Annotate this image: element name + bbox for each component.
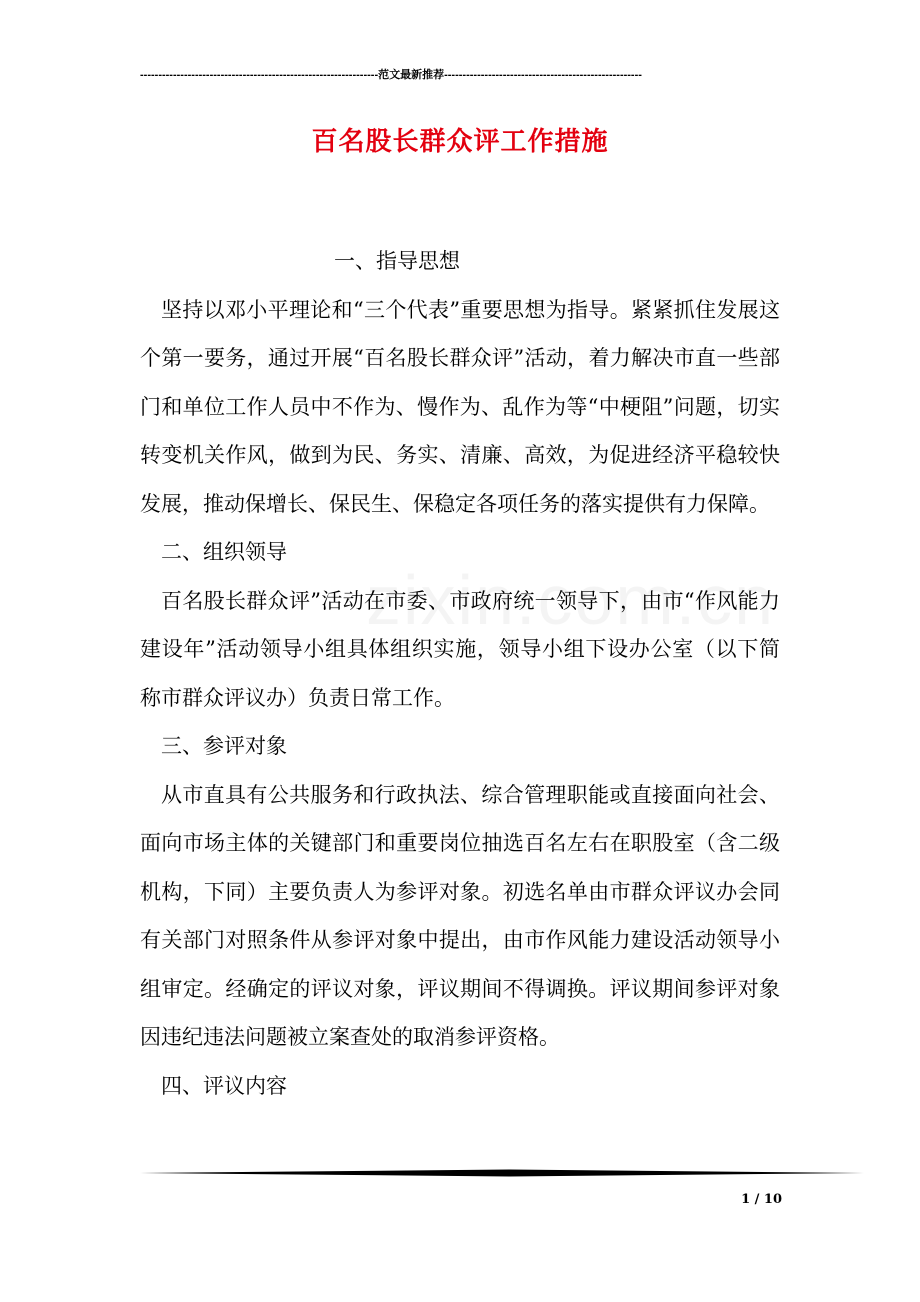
- header-dashes-left: -----------------------------------------------------------------: [140, 69, 379, 81]
- page-header: [140, 68, 772, 82]
- page-number: 1 / 10: [741, 1192, 782, 1207]
- document-title: 百名股长群众评工作措施: [311, 127, 609, 157]
- section-paragraph: 坚持以邓小平理论和“三个代表”重要思想为指导。紧紧抓住发展这个第一要务，通过开展“百名股长群众评”活动，着力解决市直一些部门和单位工作人员中不作为、慢作为、乱作为等“中梗阻”问题，切实转变机关作风，做到为民、务实、清廉、高效，为促进经济平稳较快发展，推动保增长、保民生、保稳定各项任务的落实提供有力保障。: [140, 297, 780, 516]
- section-heading: 二、组织领导: [161, 540, 287, 564]
- section-heading: 四、评议内容: [161, 1073, 287, 1098]
- header-dashes-right: ------------------------------------------------------: [444, 69, 642, 81]
- section-heading: 一、指导思想: [334, 249, 460, 273]
- document-body: [140, 237, 780, 1110]
- section-paragraph: 从市直具有公共服务和行政执法、综合管理职能或直接面向社会、面向市场主体的关键部门和重要岗位抽选百名左右在职股室（含二级机构，下同）主要负责人为参评对象。初选名单由市群众评议办会同有关部门对照条件从参评对象中提出，由市作风能力建设活动领导小组审定。经确定的评议对象，评议期间不得调换。评议期间参评对象因违纪违法问题被立案查处的取消参评资格。: [140, 782, 780, 1049]
- section-heading: 三、参评对象: [161, 734, 287, 758]
- footer-rule: [140, 1168, 864, 1178]
- header-label: 范文最新推荐: [378, 69, 445, 81]
- section-paragraph: 百名股长群众评”活动在市委、市政府统一领导下，由市“作风能力建设年”活动领导小组具体组织实施，领导小组下设办公室（以下简称市群众评议办）负责日常工作。: [140, 588, 780, 710]
